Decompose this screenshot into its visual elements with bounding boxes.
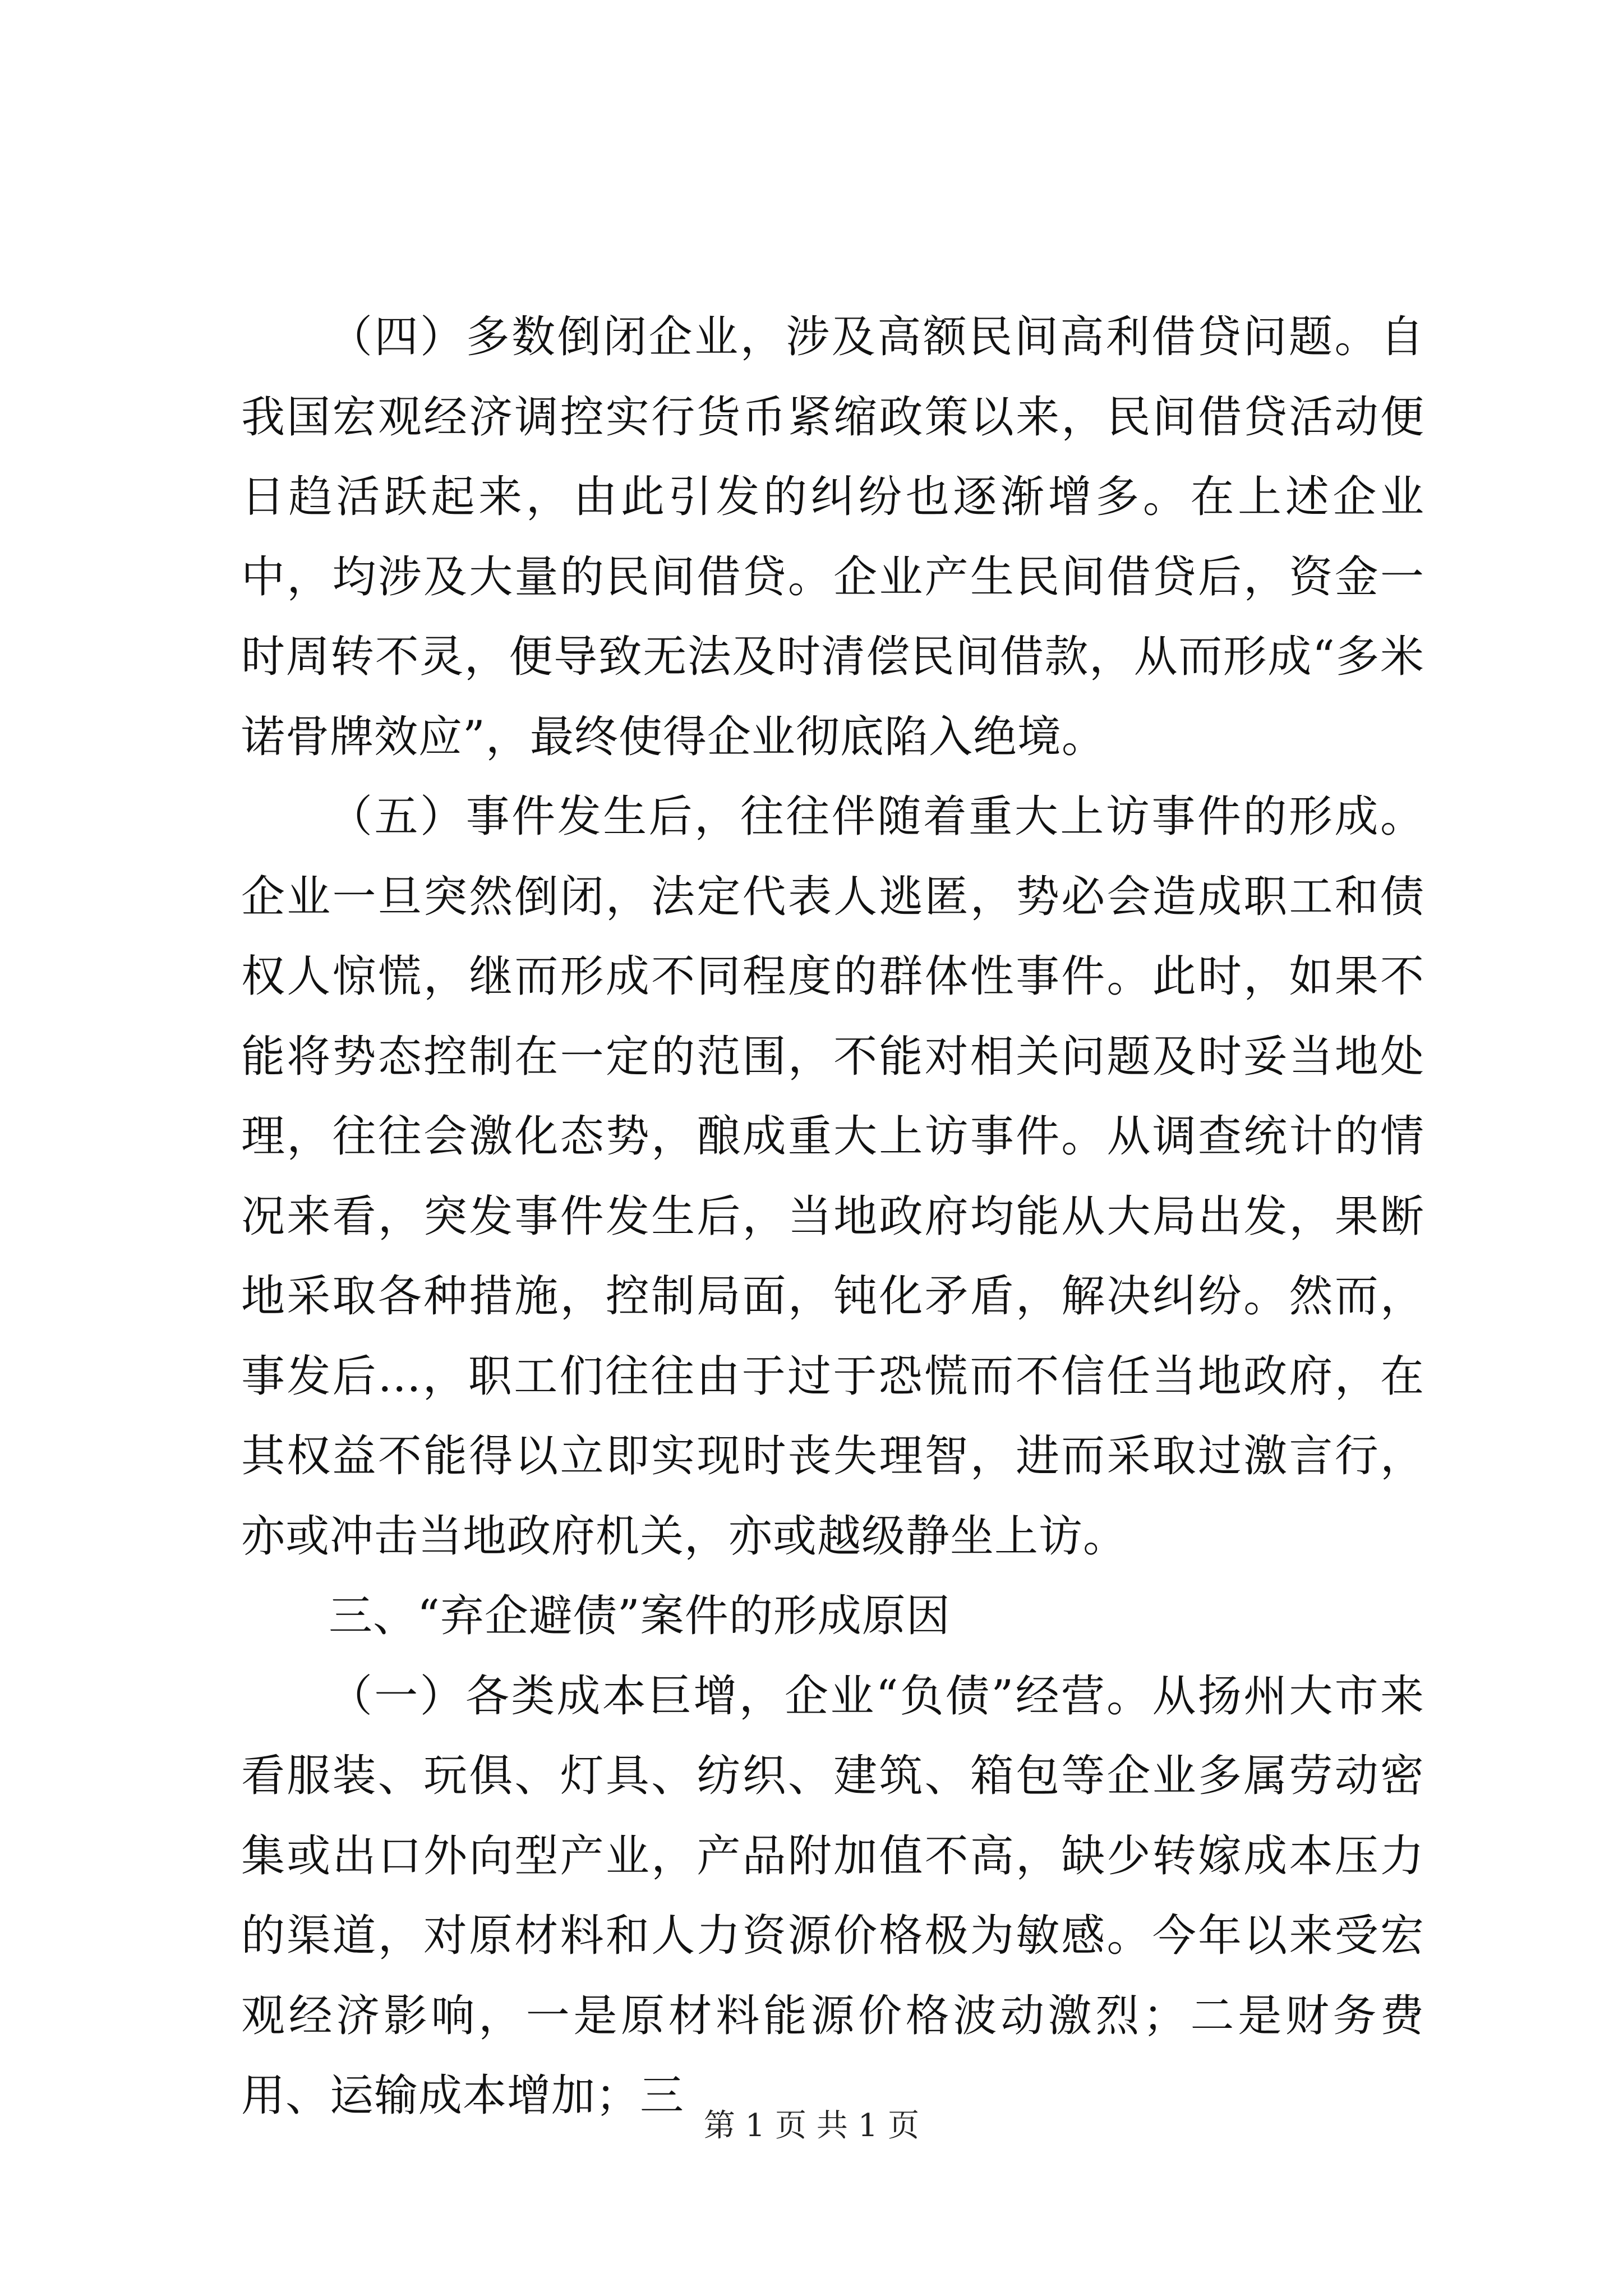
paragraph-item-4: （四）多数倒闭企业，涉及高额民间高利借贷问题。自我国宏观经济调控实行货币紧缩政策以来，民间借贷活动便日趋活跃起来，由此引发的纠纷也逐渐增多。在上述企业中，均涉及大量的民间借贷。企业产生民间借贷后，资金一时周转不灵，便导致无法及时清偿民间借款，从而形成“多米诺骨牌效应”，最终使得企业彻底陷入绝境。	[241, 312, 1424, 762]
paragraph-item-5: （五）事件发生后，往往伴随着重大上访事件的形成。企业一旦突然倒闭，法定代表人逃匿，势必会造成职工和债权人惊慌，继而形成不同程度的群体性事件。此时，如果不能将势态控制在一定的范围，不能对相关问题及时妥当地处理，往往会激化态势，酿成重大上访事件。从调查统计的情况来看，突发事件发生后，当地政府均能从大局出发，果断地采取各种措施，控制局面，钝化矛盾，解决纠纷。然而，事发后...，职工们往往由于过于恐慌而不信任当地政府，在其权益不能得以立即实现时丧失理智，进而采取过激言行，亦或冲击当地政府机关，亦或越级静坐上访。	[241, 792, 1424, 1562]
paragraph-cause-1: （一）各类成本巨增，企业“负债”经营。从扬州大市来看服装、玩俱、灯具、纺织、建筑、箱包等企业多属劳动密集或出口外向型产业，产品附加值不高，缺少转嫁成本压力的渠道，对原材料和人力资源价格极为敏感。今年以来受宏观经济影响，一是原材料能源价格波动激烈；二是财务费用、运输成本增加；三	[241, 1671, 1424, 2121]
document-body	[241, 297, 1424, 2136]
page-footer: 第 1 页 共 1 页	[703, 2108, 920, 2144]
section-heading: 三、“弃企避债”案件的形成原因	[329, 1591, 951, 1641]
